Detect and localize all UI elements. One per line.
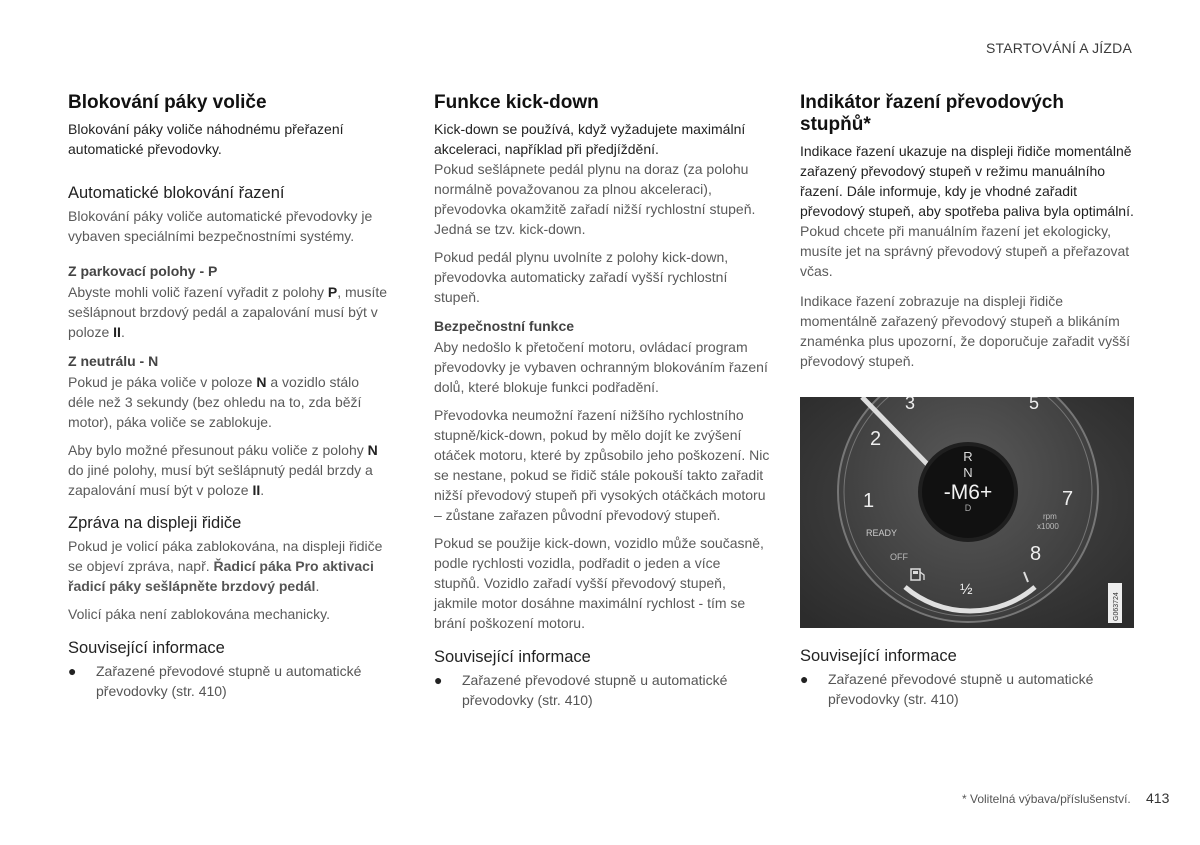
gear-d: D: [964, 503, 972, 513]
tick-label: 8: [1030, 543, 1042, 565]
intro-text: Blokování páky voliče náhodnému přeřazení automatické převodovky.: [68, 121, 344, 157]
related-section: [800, 646, 1134, 709]
related-heading: Související informace: [434, 648, 591, 666]
related-link[interactable]: Zařazené převodové stupně u automatické převodovky (str. 410): [828, 671, 1094, 707]
park-heading: Z parkovací polohy - P: [68, 263, 218, 279]
related-link[interactable]: Zařazené převodové stupně u automatické převodovky (str. 410): [462, 672, 728, 708]
footnote: * Volitelná výbava/příslušenství.: [962, 792, 1131, 806]
instrument-cluster-photo: [800, 397, 1134, 628]
image-code: G063724: [1113, 592, 1120, 621]
gear-r: R: [963, 449, 973, 464]
related-link[interactable]: Zařazené převodové stupně u automatické převodovky (str. 410): [96, 663, 362, 699]
tick-label: 2: [870, 428, 882, 450]
auto-lock-text: Blokování páky voliče automatické převodovky je vybaven speciálními bezpečnostními systémy.: [68, 208, 373, 244]
column-shift-indicator: [800, 92, 1134, 371]
neutral-text: Pokud je páka voliče v poloze N a vozidlo stálo déle než 3 sekundy (bez ohledu na to, zda běží motor), páka voliče se zablokuje.: [68, 374, 362, 430]
auto-lock-heading: Automatické blokování řazení: [68, 184, 285, 202]
tick-label: 3: [905, 397, 916, 413]
column-gear-lock: [68, 92, 388, 701]
section-title: Funkce kick-down: [434, 92, 599, 113]
intro-text: Kick-down se používá, když vyžadujete maximální akceleraci, například při předjíždění.: [434, 121, 746, 157]
column-kick-down: [434, 92, 770, 710]
ready-indicator: READY: [866, 528, 898, 538]
paragraph: Pokud sešlápnete pedál plynu na doraz (za polohu normálně považovanou za plnou akceleraci), převodovka okamžitě zařadí nižší rychlostní stupeň. Jedná se tzv. kick-down.: [434, 161, 756, 237]
related-item: ● Zařazené převodové stupně u automatické převodovky (str. 410): [434, 670, 770, 710]
rpm-multiplier: x1000: [1037, 522, 1059, 531]
tachometer-gauge: [800, 397, 1134, 628]
tick-label: 1: [863, 490, 875, 512]
paragraph: Pokud pedál plynu uvolníte z polohy kick-down, převodovka automaticky zařadí vyšší rychlostní stupeň.: [434, 249, 729, 305]
paragraph: Aby nedošlo k přetočení motoru, ovládací program převodovky je vybaven ochranným blokováním řazení dolů, které blokuje funkci podřadění.: [434, 339, 768, 395]
related-item: ● Zařazené převodové stupně u automatické převodovky (str. 410): [68, 661, 388, 701]
related-heading: Související informace: [68, 639, 225, 657]
intro-text: Indikace řazení ukazuje na displeji řidiče momentálně zařazený převodový stupeň v režimu manuálního řazení. Dále informuje, kdy je vhodné zařadit převodový stupeň, aby spotřeba paliva byla optimální.: [800, 143, 1134, 219]
section-title: Blokování páky voliče: [68, 92, 267, 113]
tick-label: 5: [1029, 397, 1040, 413]
paragraph: Pokud se použije kick-down, vozidlo může současně, podle rychlosti vozidla, podřadit o jeden a více stupňů. Vozidlo zařadí vyšší převodový stupeň, jakmile motor dosáhne maximální rychlost - tím se brání poškození motoru.: [434, 535, 764, 631]
neutral-heading: Z neutrálu - N: [68, 353, 159, 369]
gear-n: N: [963, 465, 973, 480]
off-indicator: OFF: [890, 552, 908, 562]
running-header: STARTOVÁNÍ A JÍZDA: [986, 40, 1132, 56]
section-title: Indikátor řazení převodových stupňů*: [800, 92, 1064, 135]
paragraph: Převodovka neumožní řazení nižšího rychlostního stupně/kick-down, pokud by mělo dojít ke zvýšení otáček motoru, které by způsobilo jeho poškození. Nic se nestane, pokud se řidič stále pokouší takto zařadit nižší převodový stupeň při vysokých otáčkách motoru – zůstane zařazen původní převodový stupeň.: [434, 407, 770, 523]
related-heading: Související informace: [800, 647, 957, 665]
page-number: 413: [1146, 790, 1170, 806]
mechanical-text: Volicí páka není zablokována mechanicky.: [68, 606, 331, 622]
safety-heading: Bezpečnostní funkce: [434, 318, 575, 334]
tick-label: ½: [960, 581, 973, 598]
gear-current: -M6+: [943, 481, 993, 504]
paragraph: Indikace řazení zobrazuje na displeji řidiče momentálně zařazený převodový stupeň a blikáním znaménka plus upozorní, že doporučuje zařadit vyšší převodový stupeň.: [800, 293, 1130, 369]
tick-label: 7: [1062, 488, 1074, 510]
park-text: Abyste mohli volič řazení vyřadit z polohy P, musíte sešlápnout brzdový pedál a zapalování musí být v poloze II.: [68, 284, 388, 340]
message-heading: Zpráva na displeji řidiče: [68, 514, 242, 532]
message-text: Pokud je volicí páka zablokována, na displeji řidiče se objeví zpráva, např. Řadicí páka Pro aktivaci řadicí páky sešlápněte brzdový pedál.: [68, 538, 383, 594]
rpm-label: rpm: [1043, 512, 1057, 521]
move-text: Aby bylo možné přesunout páku voliče z polohy N do jiné polohy, musí být sešlápnutý pedál brzdy a zapalování musí být v poloze II.: [68, 442, 378, 498]
paragraph: Pokud chcete při manuálním řazení jet ekologicky, musíte jet na správný převodový stupeň a přeřazovat včas.: [800, 223, 1130, 279]
related-item: ● Zařazené převodové stupně u automatické převodovky (str. 410): [800, 669, 1134, 709]
